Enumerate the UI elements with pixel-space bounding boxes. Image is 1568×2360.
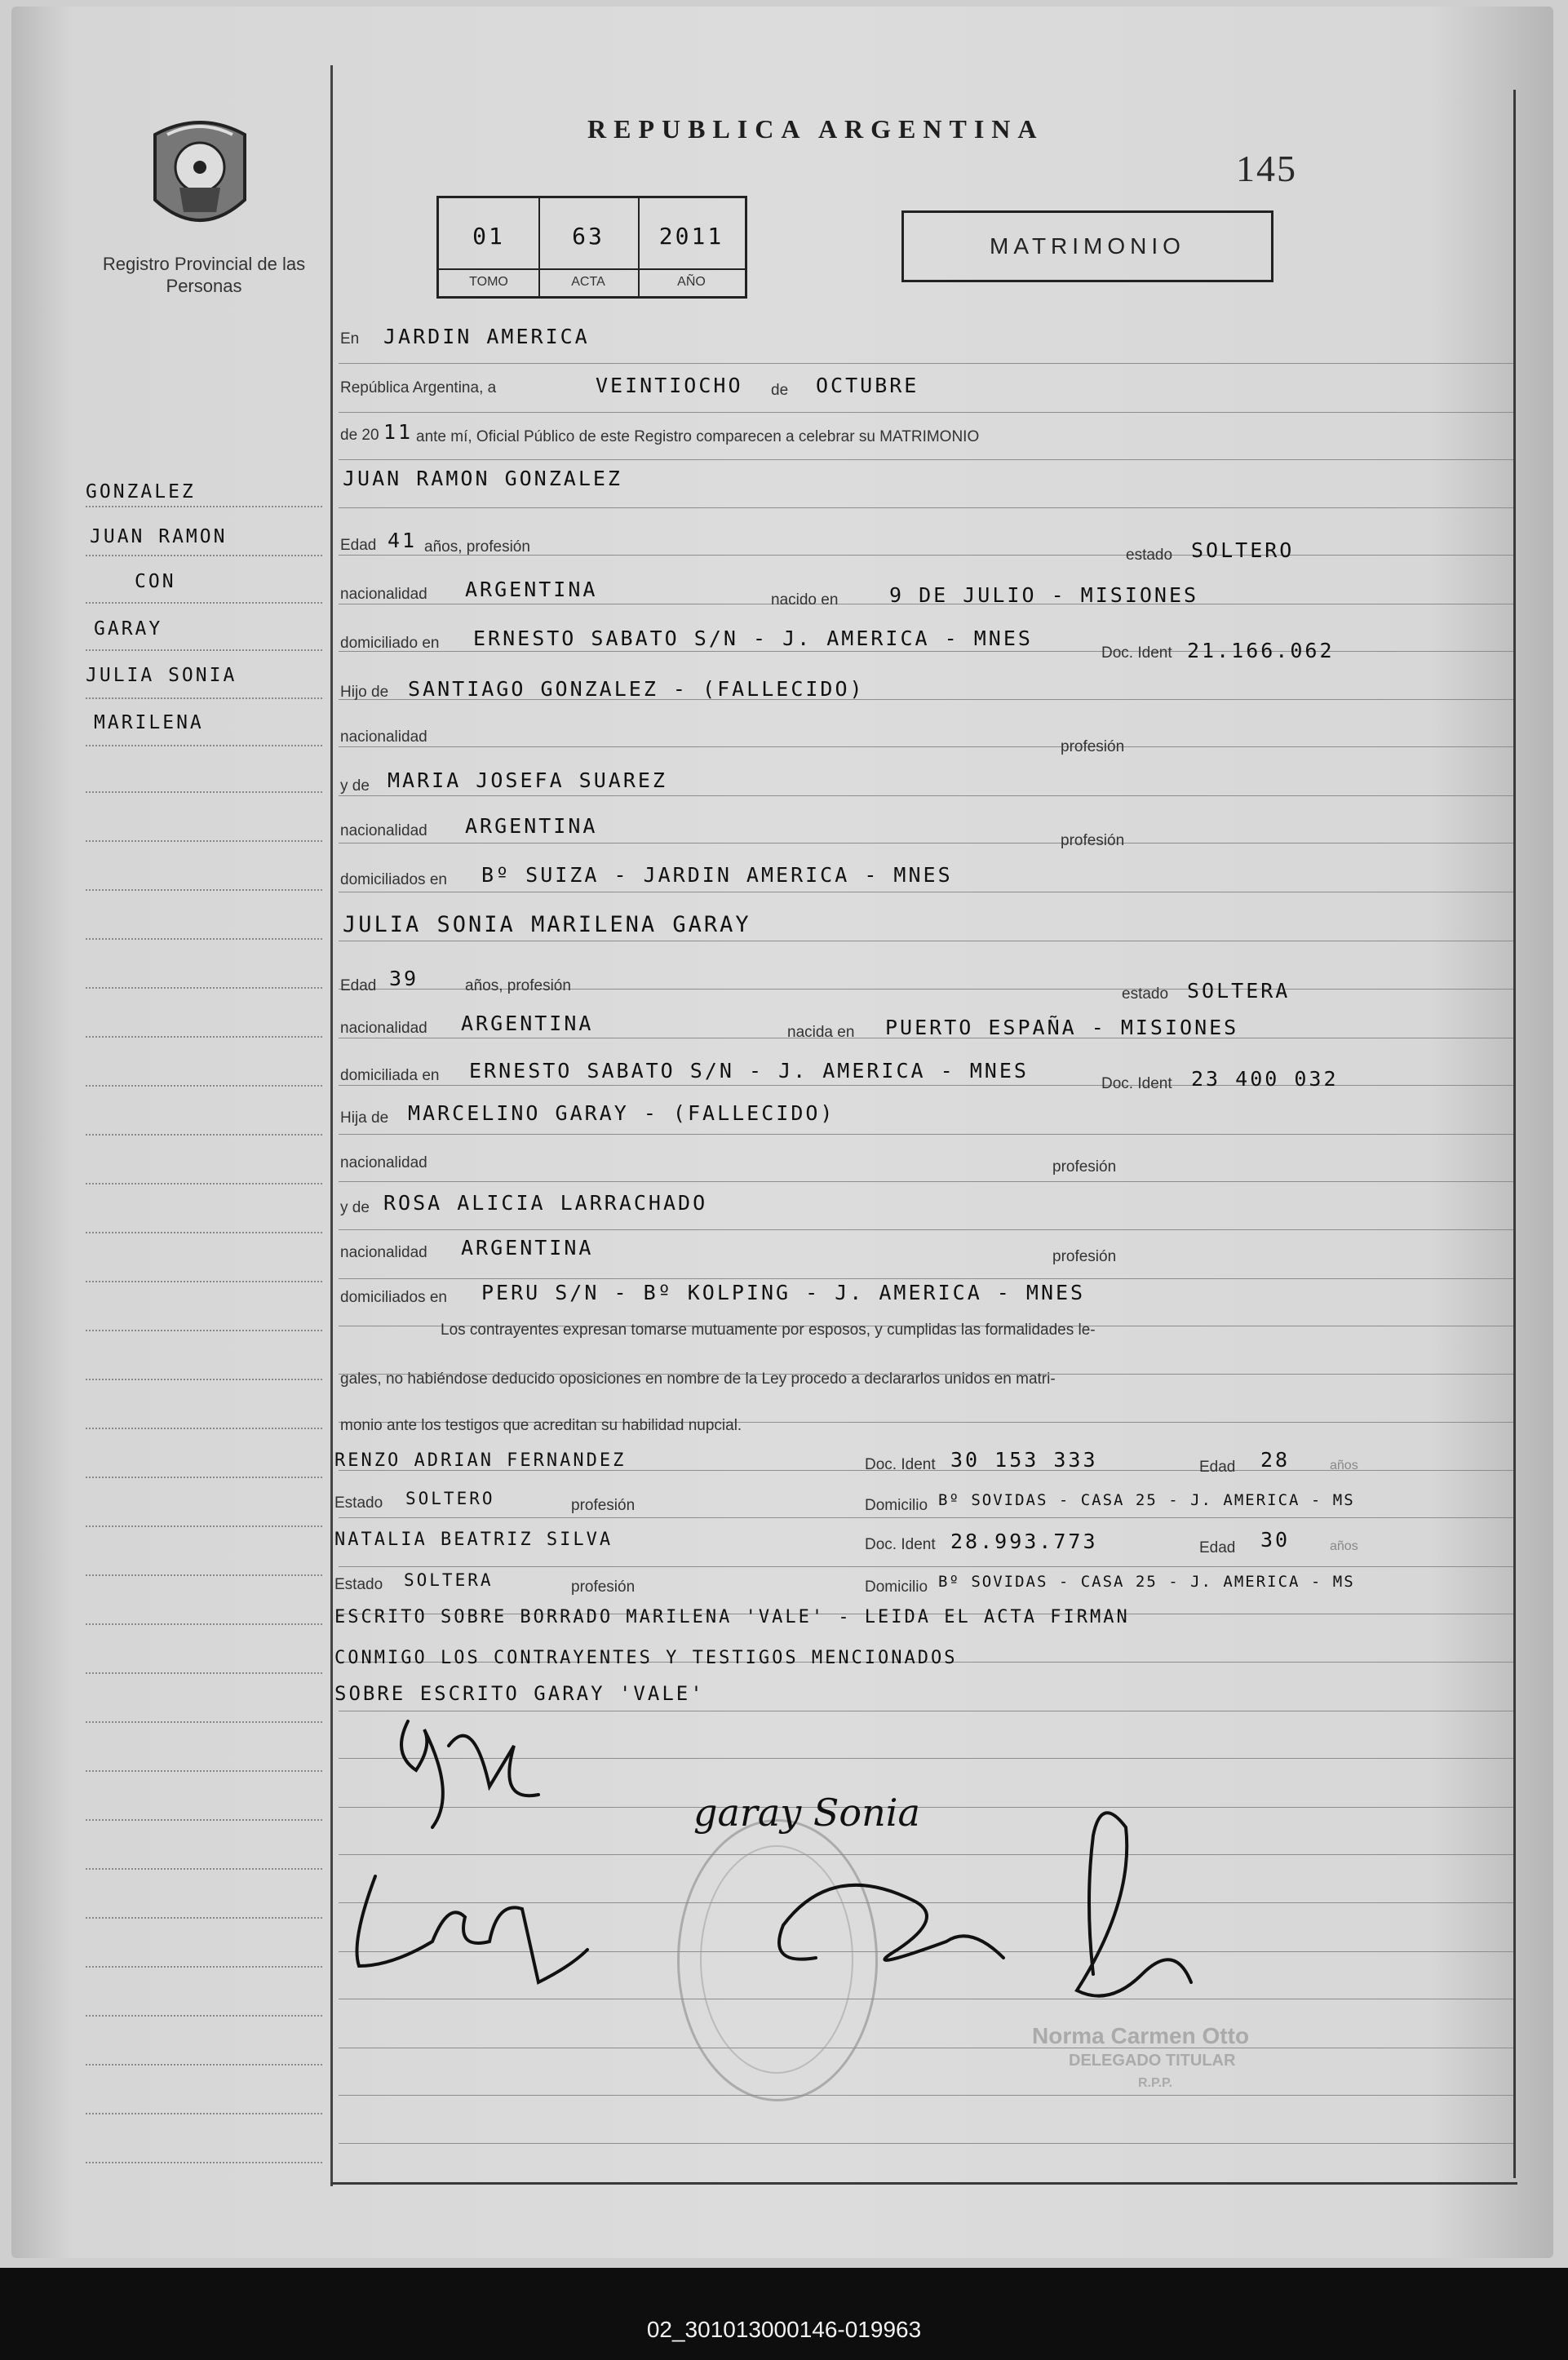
groom-mother: MARIA JOSEFA SUAREZ bbox=[388, 768, 667, 792]
witness2-doc: 28.993.773 bbox=[950, 1530, 1098, 1553]
label-doc-witness1: Doc. Ident bbox=[865, 1456, 936, 1473]
label-nacionalidad-mother-groom: nacionalidad bbox=[340, 822, 427, 839]
witness2-name: NATALIA BEATRIZ SILVA bbox=[334, 1530, 613, 1550]
label-domiciliada-en: domiciliada en bbox=[340, 1067, 440, 1084]
label-y-de-groom: y de bbox=[340, 777, 370, 795]
acta-value: 63 bbox=[572, 223, 605, 250]
signature-4 bbox=[1077, 1813, 1191, 1995]
bride-nationality: ARGENTINA bbox=[461, 1012, 594, 1035]
bride-parents-address: PERU S/N - Bº KOLPING - J. AMERICA - MNES bbox=[481, 1281, 1086, 1304]
note-line-1: ESCRITO SOBRE BORRADO MARILENA 'VALE' - LEIDA EL ACTA FIRMAN bbox=[334, 1607, 1130, 1627]
margin-surname-bride: GARAY bbox=[94, 618, 163, 640]
anio-label: AÑO bbox=[638, 268, 745, 294]
signature-1 bbox=[401, 1721, 538, 1827]
signature-2 bbox=[357, 1876, 588, 1982]
margin-given-groom: JUAN RAMON bbox=[90, 526, 228, 547]
official-name: Norma Carmen Otto bbox=[1032, 2023, 1250, 2048]
label-domicilio-witness2: Domicilio bbox=[865, 1578, 928, 1596]
folio-number: 145 bbox=[1236, 148, 1297, 189]
paragraph-line-2: gales, no habiéndose deducido oposiciones en nombre de la Ley procedo a declararlos unidos en matri- bbox=[340, 1370, 1056, 1388]
label-domiciliados-groom: domiciliados en bbox=[340, 871, 447, 888]
groom-parents-address: Bº SUIZA - JARDIN AMERICA - MNES bbox=[481, 863, 953, 887]
note-line-2: CONMIGO LOS CONTRAYENTES Y TESTIGOS MENCIONADOS bbox=[334, 1648, 958, 1668]
witness1-address: Bº SOVIDAS - CASA 25 - J. AMERICA - MS bbox=[938, 1491, 1355, 1509]
groom-birthplace: 9 DE JULIO - MISIONES bbox=[889, 583, 1199, 607]
groom-status: SOLTERO bbox=[1191, 538, 1295, 562]
bride-name: JULIA SONIA MARILENA GARAY bbox=[343, 912, 751, 937]
signatures-area bbox=[326, 1697, 1305, 2039]
label-anos-witness2: años bbox=[1330, 1539, 1358, 1553]
anio-cell bbox=[638, 198, 745, 296]
label-domicilio-witness1: Domicilio bbox=[865, 1497, 928, 1514]
label-ante-mi: ante mí, Oficial Público de este Registro comparecen a celebrar su MATRIMONIO bbox=[416, 428, 980, 445]
label-de-anio: de 20 bbox=[340, 427, 379, 444]
record-code-box bbox=[436, 196, 747, 299]
label-estado-witness2: Estado bbox=[334, 1576, 383, 1593]
label-en: En bbox=[340, 330, 360, 348]
margin-surname-groom: GONZALEZ bbox=[86, 481, 196, 503]
official-office: R.P.P. bbox=[1138, 2076, 1173, 2090]
label-edad-groom: Edad bbox=[340, 537, 377, 554]
label-anos-profesion-groom: años, profesión bbox=[424, 538, 530, 556]
page-title: REPUBLICA ARGENTINA bbox=[587, 114, 1044, 144]
groom-father: SANTIAGO GONZALEZ - (FALLECIDO) bbox=[408, 677, 865, 701]
bride-doc: 23 400 032 bbox=[1191, 1067, 1339, 1091]
note-line-3: SOBRE ESCRITO GARAY 'VALE' bbox=[334, 1682, 705, 1705]
label-nacionalidad-bride: nacionalidad bbox=[340, 1020, 427, 1037]
record-type-box: MATRIMONIO bbox=[901, 210, 1273, 282]
label-edad-bride: Edad bbox=[340, 977, 377, 994]
registry-name: Registro Provincial de las Personas bbox=[102, 254, 306, 296]
label-edad-witness1: Edad bbox=[1199, 1459, 1236, 1476]
anio-value: 2011 bbox=[658, 223, 724, 250]
bride-signature: garay Sonia bbox=[693, 1791, 920, 1835]
label-nacionalidad-groom: nacionalidad bbox=[340, 586, 427, 603]
month-value: OCTUBRE bbox=[816, 374, 919, 397]
label-doc-witness2: Doc. Ident bbox=[865, 1536, 936, 1553]
label-doc-bride: Doc. Ident bbox=[1101, 1075, 1172, 1092]
groom-address: ERNESTO SABATO S/N - J. AMERICA - MNES bbox=[473, 627, 1033, 650]
witness1-doc: 30 153 333 bbox=[950, 1448, 1098, 1472]
paragraph-line-1: Los contrayentes expresan tomarse mutuamente por esposos, y cumplidas las formalidades le- bbox=[441, 1322, 1096, 1339]
label-nacionalidad-father-groom: nacionalidad bbox=[340, 728, 427, 746]
bride-father: MARCELINO GARAY - (FALLECIDO) bbox=[408, 1101, 835, 1125]
witness1-status: SOLTERO bbox=[405, 1489, 495, 1508]
groom-doc: 21.166.062 bbox=[1187, 639, 1335, 662]
year-suffix-value: 11 bbox=[383, 420, 414, 444]
groom-age: 41 bbox=[388, 529, 418, 552]
label-estado-bride: estado bbox=[1122, 985, 1169, 1003]
witness2-status: SOLTERA bbox=[404, 1570, 494, 1590]
place-value: JARDIN AMERICA bbox=[383, 325, 590, 348]
label-profesion-father-groom: profesión bbox=[1061, 738, 1125, 755]
bride-age: 39 bbox=[389, 967, 419, 990]
label-hija-de: Hija de bbox=[340, 1109, 389, 1127]
province-coat-of-arms-icon bbox=[139, 110, 261, 241]
margin-con: CON bbox=[135, 571, 176, 592]
label-profesion-witness1: profesión bbox=[571, 1497, 636, 1514]
label-republica: República Argentina, a bbox=[340, 379, 497, 396]
groom-nationality: ARGENTINA bbox=[465, 578, 598, 601]
label-y-de-bride: y de bbox=[340, 1199, 370, 1216]
acta-label: ACTA bbox=[538, 268, 638, 294]
margin-given-bride-2: MARILENA bbox=[94, 712, 204, 733]
document-id: 02_301013000146-019963 bbox=[646, 2317, 922, 2342]
label-anos-witness1: años bbox=[1330, 1459, 1358, 1472]
label-anos-profesion-bride: años, profesión bbox=[465, 977, 571, 994]
groom-name: JUAN RAMON GONZALEZ bbox=[343, 467, 622, 490]
label-profesion-mother-bride: profesión bbox=[1052, 1248, 1117, 1265]
label-estado-witness1: Estado bbox=[334, 1494, 383, 1512]
label-hijo-de: Hijo de bbox=[340, 684, 389, 701]
signature-3 bbox=[779, 1885, 1003, 1960]
label-nacida-en: nacida en bbox=[787, 1024, 855, 1041]
tomo-label: TOMO bbox=[439, 268, 538, 294]
acta-cell bbox=[538, 198, 640, 296]
bride-mother-nationality: ARGENTINA bbox=[461, 1236, 594, 1260]
witness1-name: RENZO ADRIAN FERNANDEZ bbox=[334, 1450, 627, 1471]
label-profesion-mother-groom: profesión bbox=[1061, 832, 1125, 849]
right-border bbox=[1513, 90, 1516, 2178]
label-estado-groom: estado bbox=[1126, 547, 1173, 564]
label-nacionalidad-father-bride: nacionalidad bbox=[340, 1154, 427, 1171]
bottom-border bbox=[330, 2182, 1517, 2185]
bride-mother: ROSA ALICIA LARRACHADO bbox=[383, 1191, 708, 1215]
tomo-cell bbox=[439, 198, 540, 296]
bride-address: ERNESTO SABATO S/N - J. AMERICA - MNES bbox=[469, 1059, 1029, 1083]
label-profesion-witness2: profesión bbox=[571, 1578, 636, 1596]
witness2-address: Bº SOVIDAS - CASA 25 - J. AMERICA - MS bbox=[938, 1573, 1355, 1591]
label-profesion-father-bride: profesión bbox=[1052, 1158, 1117, 1176]
paragraph-line-3: monio ante los testigos que acreditan su habilidad nupcial. bbox=[340, 1417, 742, 1434]
official-title: DELEGADO TITULAR bbox=[1069, 2052, 1236, 2070]
day-value: VEINTIOCHO bbox=[596, 374, 743, 397]
margin-given-bride: JULIA SONIA bbox=[86, 665, 237, 686]
groom-mother-nationality: ARGENTINA bbox=[465, 814, 598, 838]
label-domiciliados-bride: domiciliados en bbox=[340, 1289, 447, 1306]
label-nacido-en: nacido en bbox=[771, 591, 839, 609]
label-doc-groom: Doc. Ident bbox=[1101, 644, 1172, 662]
bride-birthplace: PUERTO ESPAÑA - MISIONES bbox=[885, 1016, 1239, 1039]
tomo-value: 01 bbox=[472, 223, 505, 250]
label-domiciliado-en: domiciliado en bbox=[340, 635, 440, 652]
bride-status: SOLTERA bbox=[1187, 979, 1291, 1003]
label-nacionalidad-mother-bride: nacionalidad bbox=[340, 1244, 427, 1261]
witness1-age: 28 bbox=[1260, 1448, 1291, 1472]
label-edad-witness2: Edad bbox=[1199, 1539, 1236, 1556]
witness2-age: 30 bbox=[1260, 1528, 1291, 1552]
label-de-mes: de bbox=[771, 382, 789, 399]
